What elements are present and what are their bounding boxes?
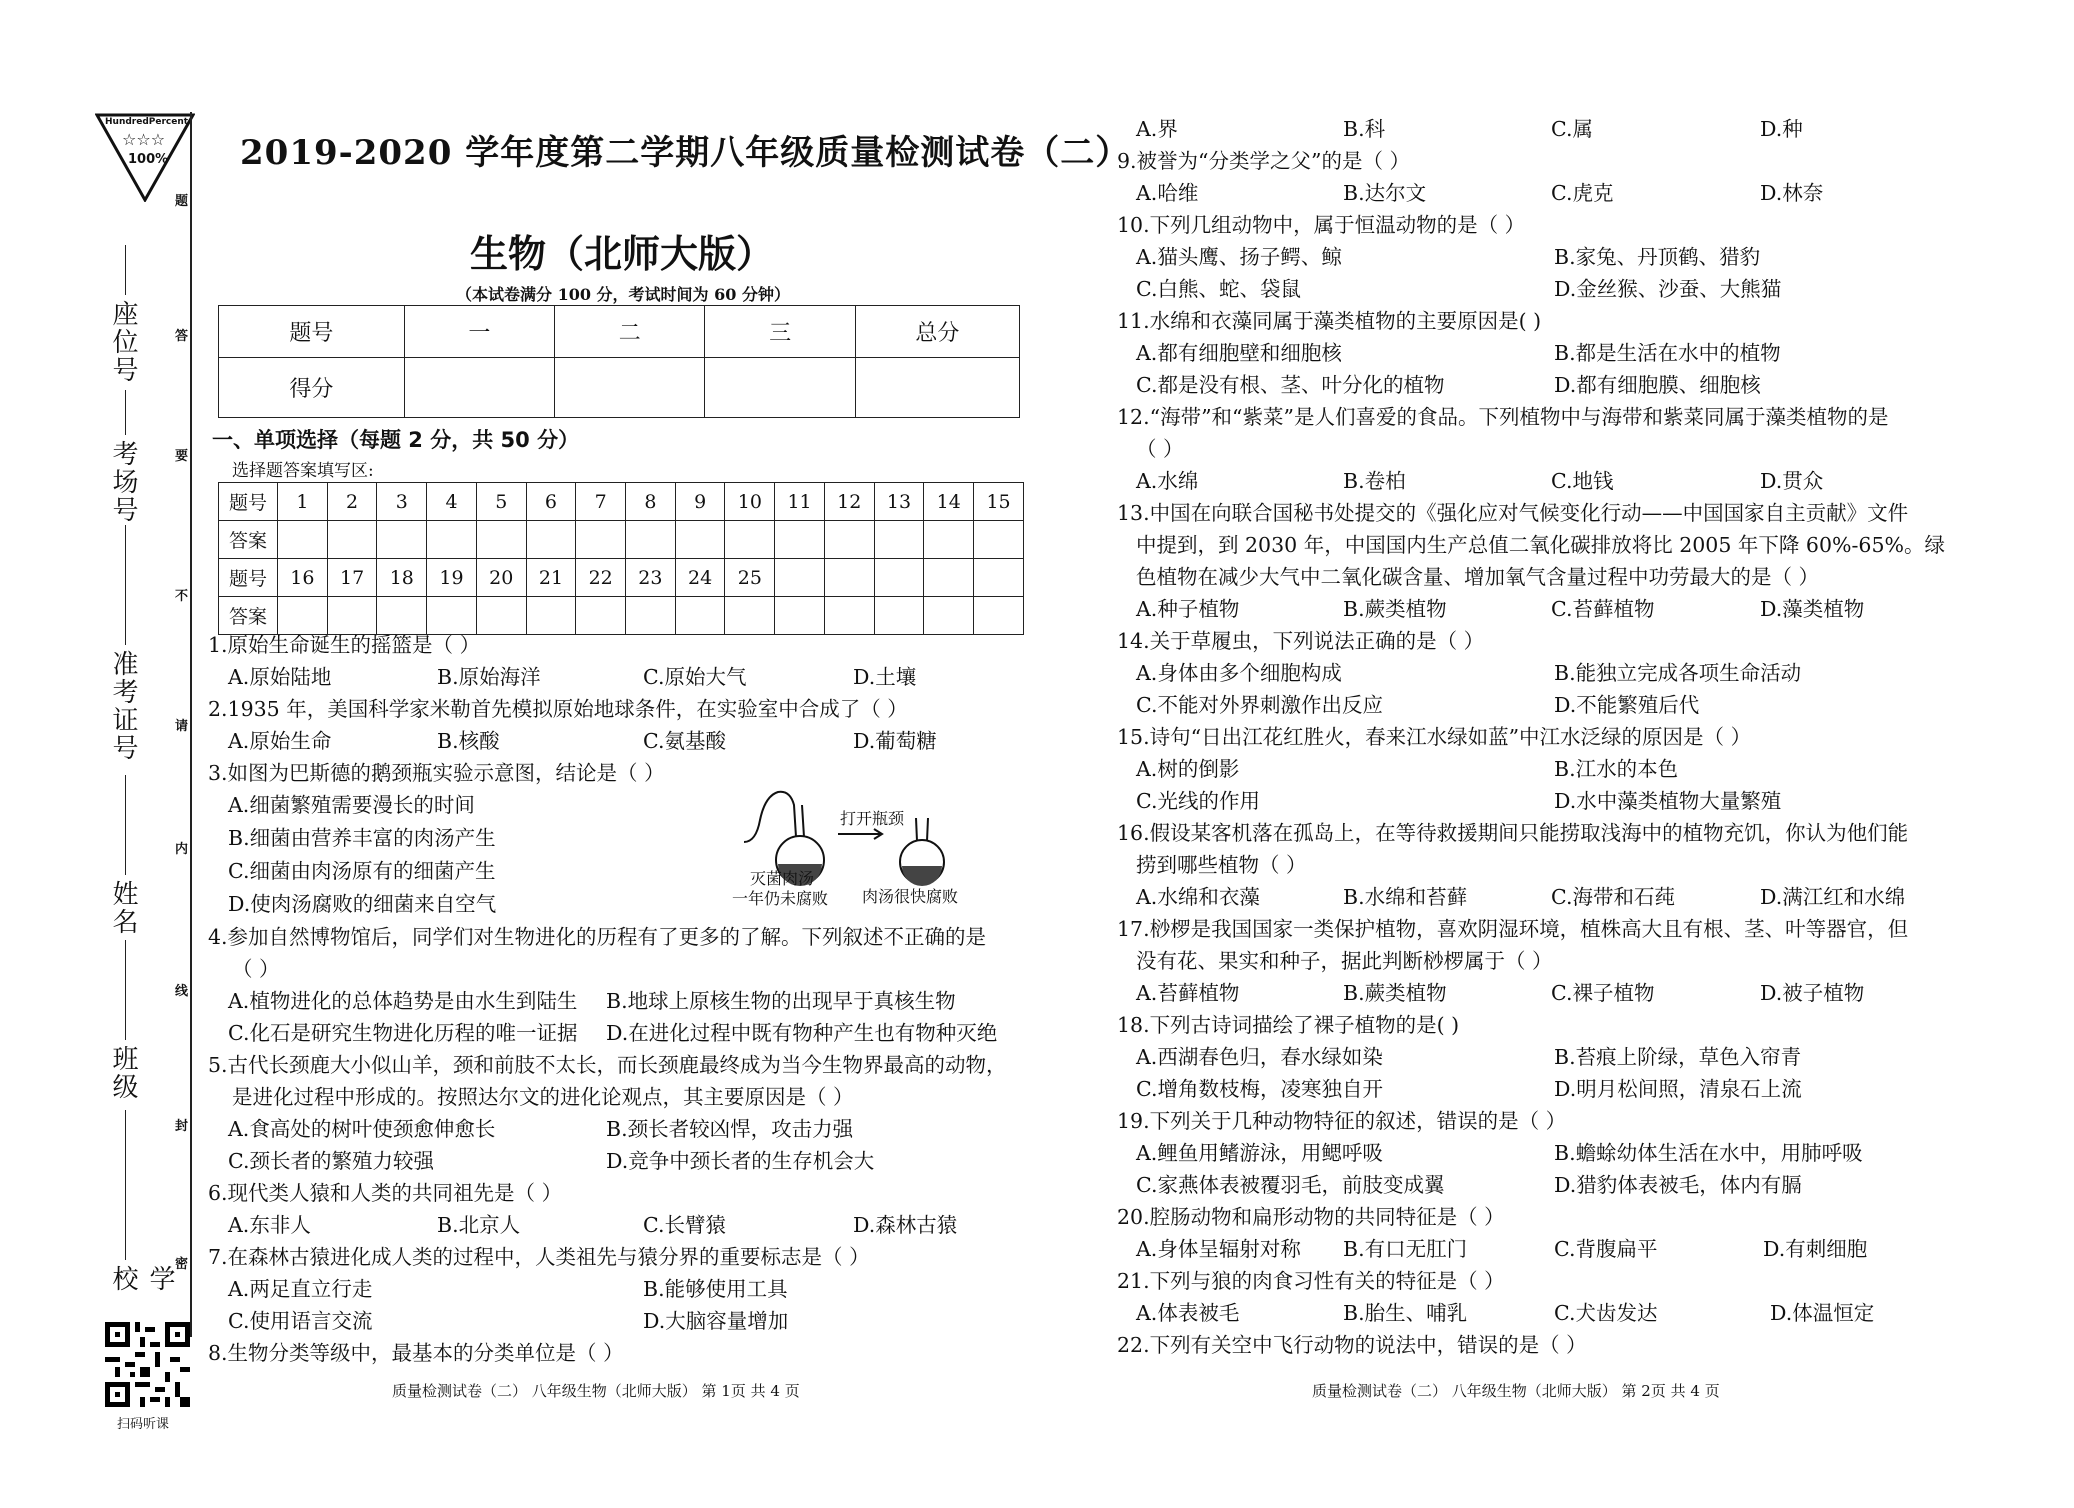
q21-option-a[interactable]: A.体表被毛 bbox=[1136, 1301, 1240, 1325]
qr-code-icon bbox=[105, 1322, 190, 1407]
q3-option-c[interactable]: C.细菌由肉汤原有的细菌产生 bbox=[228, 859, 496, 883]
answer-cell[interactable] bbox=[327, 521, 377, 559]
question-17-stem: 17.桫椤是我国国家一类保护植物，喜欢阴湿环境，植株高大且有根、茎、叶等器官，但 bbox=[1117, 917, 1909, 941]
answer-cell[interactable] bbox=[526, 521, 576, 559]
q1-option-c[interactable]: C.原始大气 bbox=[643, 665, 747, 689]
question-number-cell: 25 bbox=[725, 559, 775, 597]
q10-option-a[interactable]: A.猫头鹰、扬子鳄、鲸 bbox=[1136, 245, 1342, 269]
score-header-cell: 三 bbox=[705, 306, 855, 358]
question-19-stem: 19.下列关于几种动物特征的叙述，错误的是（ ） bbox=[1117, 1109, 1567, 1133]
q4-option-a[interactable]: A.植物进化的总体趋势是由水生到陆生 bbox=[228, 989, 578, 1013]
q1-option-d[interactable]: D.土壤 bbox=[853, 665, 917, 689]
q17-option-c[interactable]: C.裸子植物 bbox=[1551, 981, 1655, 1005]
q10-option-d[interactable]: D.金丝猴、沙蚕、大熊猫 bbox=[1554, 277, 1782, 301]
question-number-cell: 13 bbox=[874, 483, 924, 521]
footer-page-1: 质量检测试卷（二） 八年级生物（北师大版） 第 1页 共 4 页 bbox=[392, 1382, 800, 1400]
q9-option-a[interactable]: A.哈维 bbox=[1136, 181, 1199, 205]
question-number-cell: 9 bbox=[675, 483, 725, 521]
q3-option-a[interactable]: A.细菌繁殖需要漫长的时间 bbox=[228, 793, 475, 817]
answer-cell[interactable] bbox=[476, 597, 526, 635]
q20-option-d[interactable]: D.有刺细胞 bbox=[1763, 1237, 1868, 1261]
score-header-cell: 总分 bbox=[855, 306, 1019, 358]
q5-option-a[interactable]: A.食高处的树叶使颈愈伸愈长 bbox=[228, 1117, 496, 1141]
answer-cell[interactable] bbox=[427, 597, 477, 635]
q14-option-c[interactable]: C.不能对外界刺激作出反应 bbox=[1136, 693, 1383, 717]
score-header-cell: 二 bbox=[555, 306, 705, 358]
binding-char: 要 bbox=[175, 449, 189, 464]
empty-cell bbox=[874, 559, 924, 597]
q8-option-a[interactable]: A.界 bbox=[1136, 117, 1178, 141]
score-table bbox=[218, 305, 1020, 418]
field-seat-blank[interactable] bbox=[125, 245, 126, 295]
question-18-stem: 18.下列古诗词描绘了裸子植物的是( ) bbox=[1117, 1013, 1460, 1037]
answer-cell[interactable] bbox=[377, 521, 427, 559]
exam-note: （本试卷满分 100 分，考试时间为 60 分钟） bbox=[456, 285, 790, 304]
answer-cell[interactable] bbox=[278, 521, 328, 559]
binding-char: 不 bbox=[175, 589, 189, 604]
score-input-cell[interactable] bbox=[855, 358, 1019, 418]
field-name-label: 姓名 bbox=[108, 880, 138, 936]
question-number-cell: 19 bbox=[427, 559, 477, 597]
field-school-label: 学校 bbox=[108, 1265, 175, 1293]
q8-option-b[interactable]: B.科 bbox=[1343, 117, 1386, 141]
q16-option-b[interactable]: B.水绵和苔藓 bbox=[1343, 885, 1468, 909]
answer-row-label: 答案 bbox=[219, 521, 278, 559]
q11-option-c[interactable]: C.都是没有根、茎、叶分化的植物 bbox=[1136, 373, 1445, 397]
q1-option-b[interactable]: B.原始海洋 bbox=[437, 665, 541, 689]
question-number-cell: 7 bbox=[576, 483, 626, 521]
answer-cell[interactable] bbox=[327, 597, 377, 635]
question-1-stem: 1.原始生命诞生的摇篮是（ ） bbox=[208, 633, 481, 657]
q18-option-b[interactable]: B.苔痕上阶绿，草色入帘青 bbox=[1554, 1045, 1802, 1069]
answer-cell[interactable] bbox=[824, 521, 874, 559]
q21-option-d[interactable]: D.体温恒定 bbox=[1770, 1301, 1875, 1325]
question-number-cell: 22 bbox=[576, 559, 626, 597]
empty-cell bbox=[775, 597, 825, 635]
section1-heading: 一、单项选择（每题 2 分，共 50 分） bbox=[212, 428, 580, 452]
question-number-cell: 11 bbox=[775, 483, 825, 521]
question-number-cell: 3 bbox=[377, 483, 427, 521]
q10-option-b[interactable]: B.家兔、丹顶鹤、猎豹 bbox=[1554, 245, 1761, 269]
score-input-cell[interactable] bbox=[705, 358, 855, 418]
flask-right-label: 肉汤很快腐败 bbox=[862, 887, 959, 906]
answer-cell[interactable] bbox=[675, 597, 725, 635]
answer-area-label: 选择题答案填写区: bbox=[232, 461, 374, 481]
question-3-stem: 3.如图为巴斯德的鹅颈瓶实验示意图，结论是（ ） bbox=[208, 761, 665, 785]
question-5-stem: 5.古代长颈鹿大小似山羊，颈和前肢不太长，而长颈鹿最终成为当今生物界最高的动物， bbox=[208, 1053, 1007, 1077]
answer-table-row-numbers-2 bbox=[219, 559, 1024, 597]
swan-neck-flask-diagram bbox=[730, 780, 990, 910]
answer-table-row-answers-1 bbox=[219, 521, 1024, 559]
field-class-blank[interactable] bbox=[125, 940, 126, 1040]
question-number-cell: 12 bbox=[824, 483, 874, 521]
question-number-cell: 21 bbox=[526, 559, 576, 597]
question-22-stem: 22.下列有关空中飞行动物的说法中，错误的是（ ） bbox=[1117, 1333, 1587, 1357]
q12-option-c[interactable]: C.地钱 bbox=[1551, 469, 1614, 493]
empty-cell bbox=[974, 559, 1024, 597]
qr-caption: 扫码听课 bbox=[117, 1417, 170, 1432]
q6-option-c[interactable]: C.长臂猿 bbox=[643, 1213, 726, 1237]
q13-option-d[interactable]: D.藻类植物 bbox=[1760, 597, 1865, 621]
question-20-stem: 20.腔肠动物和扁形动物的共同特征是（ ） bbox=[1117, 1205, 1505, 1229]
answer-cell[interactable] bbox=[476, 521, 526, 559]
q12-option-a[interactable]: A.水绵 bbox=[1136, 469, 1199, 493]
answer-cell[interactable] bbox=[775, 521, 825, 559]
question-number-cell: 17 bbox=[327, 559, 377, 597]
question-17-stem-cont: 没有花、果实和种子，据此判断桫椤属于（ ） bbox=[1136, 949, 1553, 973]
q4-option-c[interactable]: C.化石是研究生物进化历程的唯一证据 bbox=[228, 1021, 578, 1045]
question-number-cell: 16 bbox=[278, 559, 328, 597]
q10-option-c[interactable]: C.白熊、蛇、袋鼠 bbox=[1136, 277, 1301, 301]
q18-option-c[interactable]: C.增角数枝梅，凌寒独自开 bbox=[1136, 1077, 1383, 1101]
flask-left-label-2: 一年仍未腐败 bbox=[732, 889, 829, 908]
answer-cell[interactable] bbox=[576, 521, 626, 559]
empty-cell bbox=[924, 597, 974, 635]
question-number-cell: 5 bbox=[476, 483, 526, 521]
student-info-column bbox=[105, 230, 175, 1320]
q16-option-a[interactable]: A.水绵和衣藻 bbox=[1136, 885, 1260, 909]
answer-cell[interactable] bbox=[675, 521, 725, 559]
binding-char: 答 bbox=[175, 329, 189, 344]
question-5-stem-cont: 是进化过程中形成的。按照达尔文的进化论观点，其主要原因是（ ） bbox=[232, 1085, 854, 1109]
field-school-blank[interactable] bbox=[125, 1110, 126, 1260]
question-11-stem: 11.水绵和衣藻同属于藻类植物的主要原因是( ) bbox=[1117, 309, 1542, 333]
question-13-stem-cont-1: 中提到，到 2030 年，中国国内生产总值二氧化碳排放将比 2005 年下降 60%-65%。绿 bbox=[1136, 533, 1945, 557]
q14-option-d[interactable]: D.不能繁殖后代 bbox=[1554, 693, 1700, 717]
q19-option-b[interactable]: B.蟾蜍幼体生活在水中，用肺呼吸 bbox=[1554, 1141, 1863, 1165]
q11-option-a[interactable]: A.都有细胞壁和细胞核 bbox=[1136, 341, 1342, 365]
field-ticket-label: 准考证号 bbox=[108, 650, 138, 762]
q2-option-d[interactable]: D.葡萄糖 bbox=[853, 729, 937, 753]
q19-option-c[interactable]: C.家燕体表被覆羽毛，前肢变成翼 bbox=[1136, 1173, 1445, 1197]
q21-option-c[interactable]: C.犬齿发达 bbox=[1554, 1301, 1658, 1325]
q21-option-b[interactable]: B.胎生、哺乳 bbox=[1343, 1301, 1468, 1325]
answer-table-row-answers-2 bbox=[219, 597, 1024, 635]
answer-cell[interactable] bbox=[974, 521, 1024, 559]
q20-option-c[interactable]: C.背腹扁平 bbox=[1554, 1237, 1658, 1261]
binding-char: 请 bbox=[175, 719, 189, 734]
q8-option-d[interactable]: D.种 bbox=[1760, 117, 1803, 141]
binding-char: 线 bbox=[175, 984, 189, 999]
binding-warning bbox=[172, 190, 192, 1280]
q6-option-d[interactable]: D.森林古猿 bbox=[853, 1213, 958, 1237]
q2-option-b[interactable]: B.核酸 bbox=[437, 729, 500, 753]
question-number-cell: 8 bbox=[626, 483, 676, 521]
q12-option-b[interactable]: B.卷柏 bbox=[1343, 469, 1406, 493]
answer-cell[interactable] bbox=[427, 521, 477, 559]
q13-option-b[interactable]: B.蕨类植物 bbox=[1343, 597, 1447, 621]
q7-option-a[interactable]: A.两足直立行走 bbox=[228, 1277, 373, 1301]
q5-option-b[interactable]: B.颈长者较凶悍，攻击力强 bbox=[606, 1117, 854, 1141]
score-input-cell[interactable] bbox=[404, 358, 554, 418]
q9-option-b[interactable]: B.达尔文 bbox=[1343, 181, 1427, 205]
field-room-blank[interactable] bbox=[125, 390, 126, 435]
question-21-stem: 21.下列与狼的肉食习性有关的特征是（ ） bbox=[1117, 1269, 1505, 1293]
q17-option-d[interactable]: D.被子植物 bbox=[1760, 981, 1865, 1005]
exam-subtitle: 生物（北师大版） bbox=[470, 232, 775, 276]
answer-row-label: 题号 bbox=[219, 559, 278, 597]
answer-cell[interactable] bbox=[725, 521, 775, 559]
q18-option-d[interactable]: D.明月松间照，清泉石上流 bbox=[1554, 1077, 1802, 1101]
answer-cell[interactable] bbox=[626, 521, 676, 559]
question-10-stem: 10.下列几组动物中，属于恒温动物的是（ ） bbox=[1117, 213, 1526, 237]
q2-option-a[interactable]: A.原始生命 bbox=[228, 729, 332, 753]
q6-option-a[interactable]: A.东非人 bbox=[228, 1213, 311, 1237]
seal-top: HundredPercent bbox=[105, 117, 189, 127]
seal-percent: 100% bbox=[128, 152, 169, 167]
q17-option-b[interactable]: B.蕨类植物 bbox=[1343, 981, 1447, 1005]
q14-option-a[interactable]: A.身体由多个细胞构成 bbox=[1136, 661, 1342, 685]
question-16-stem: 16.假设某客机落在孤岛上，在等待救援期间只能捞取浅海中的植物充饥，你认为他们能 bbox=[1117, 821, 1909, 845]
answer-cell[interactable] bbox=[576, 597, 626, 635]
question-12-stem-cont: （ ） bbox=[1136, 437, 1184, 461]
q19-option-d[interactable]: D.猎豹体表被毛，体内有膈 bbox=[1554, 1173, 1802, 1197]
q7-option-d[interactable]: D.大脑容量增加 bbox=[643, 1309, 789, 1333]
footer-page-2: 质量检测试卷（二） 八年级生物（北师大版） 第 2页 共 4 页 bbox=[1312, 1382, 1720, 1400]
question-number-cell: 14 bbox=[924, 483, 974, 521]
q6-option-b[interactable]: B.北京人 bbox=[437, 1213, 521, 1237]
answer-row-label: 答案 bbox=[219, 597, 278, 635]
field-class-label: 班级 bbox=[108, 1045, 138, 1101]
question-7-stem: 7.在森林古猿进化成人类的过程中，人类祖先与猿分界的重要标志是（ ） bbox=[208, 1245, 870, 1269]
answer-table bbox=[218, 482, 1024, 635]
q9-option-d[interactable]: D.林奈 bbox=[1760, 181, 1824, 205]
q20-option-b[interactable]: B.有口无肛门 bbox=[1343, 1237, 1468, 1261]
q3-option-d[interactable]: D.使肉汤腐败的细菌来自空气 bbox=[228, 892, 497, 916]
question-14-stem: 14.关于草履虫，下列说法正确的是（ ） bbox=[1117, 629, 1485, 653]
q16-option-d[interactable]: D.满江红和水绵 bbox=[1760, 885, 1906, 909]
q11-option-d[interactable]: D.都有细胞膜、细胞核 bbox=[1554, 373, 1761, 397]
q4-option-d[interactable]: D.在进化过程中既有物种产生也有物种灭绝 bbox=[606, 1021, 998, 1045]
question-number-cell: 23 bbox=[626, 559, 676, 597]
question-number-cell: 6 bbox=[526, 483, 576, 521]
q3-option-b[interactable]: B.细菌由营养丰富的肉汤产生 bbox=[228, 826, 496, 850]
answer-cell[interactable] bbox=[377, 597, 427, 635]
field-seat-label: 座位号 bbox=[108, 300, 138, 384]
field-name-blank[interactable] bbox=[125, 775, 126, 875]
score-row-label: 得分 bbox=[219, 358, 405, 418]
q15-option-a[interactable]: A.树的倒影 bbox=[1136, 757, 1240, 781]
q14-option-b[interactable]: B.能独立完成各项生命活动 bbox=[1554, 661, 1802, 685]
binding-char: 密 bbox=[175, 1257, 189, 1272]
question-number-cell: 4 bbox=[427, 483, 477, 521]
q19-option-a[interactable]: A.鲤鱼用鳍游泳，用鳃呼吸 bbox=[1136, 1141, 1383, 1165]
question-8-stem: 8.生物分类等级中，最基本的分类单位是（ ） bbox=[208, 1341, 624, 1365]
empty-cell bbox=[974, 597, 1024, 635]
q2-option-c[interactable]: C.氨基酸 bbox=[643, 729, 726, 753]
empty-cell bbox=[824, 597, 874, 635]
question-12-stem: 12.“海带”和“紫菜”是人们喜爱的食品。下列植物中与海带和紫菜同属于藻类植物的是 bbox=[1117, 405, 1889, 429]
question-number-cell: 18 bbox=[377, 559, 427, 597]
q13-option-a[interactable]: A.种子植物 bbox=[1136, 597, 1240, 621]
q1-option-a[interactable]: A.原始陆地 bbox=[228, 665, 332, 689]
answer-cell[interactable] bbox=[924, 521, 974, 559]
question-9-stem: 9.被誉为“分类学之父”的是（ ） bbox=[1117, 149, 1411, 173]
q12-option-d[interactable]: D.贯众 bbox=[1760, 469, 1824, 493]
question-13-stem-cont-2: 色植物在减少大气中二氧化碳含量、增加氧气含量过程中功劳最大的是（ ） bbox=[1136, 565, 1820, 589]
field-ticket-blank[interactable] bbox=[125, 525, 126, 645]
q20-option-a[interactable]: A.身体呈辐射对称 bbox=[1136, 1237, 1301, 1261]
q18-option-a[interactable]: A.西湖春色归，春水绿如染 bbox=[1136, 1045, 1383, 1069]
answer-row-label: 题号 bbox=[219, 483, 278, 521]
qr-code[interactable] bbox=[105, 1322, 190, 1407]
score-header-cell: 题号 bbox=[219, 306, 405, 358]
exam-title: 2019-2020 学年度第二学期八年级质量检测试卷（二） bbox=[240, 133, 1131, 173]
field-room-label: 考场号 bbox=[108, 440, 138, 524]
question-number-cell: 2 bbox=[327, 483, 377, 521]
score-header-cell: 一 bbox=[404, 306, 554, 358]
binding-char: 封 bbox=[175, 1119, 189, 1134]
q4-option-b[interactable]: B.地球上原核生物的出现早于真核生物 bbox=[606, 989, 956, 1013]
empty-cell bbox=[874, 597, 924, 635]
question-number-cell: 15 bbox=[974, 483, 1024, 521]
question-number-cell: 10 bbox=[725, 483, 775, 521]
question-2-stem: 2.1935 年，美国科学家米勒首先模拟原始地球条件，在实验室中合成了（ ） bbox=[208, 697, 908, 721]
empty-cell bbox=[924, 559, 974, 597]
seal-stars: ☆☆☆ bbox=[122, 130, 166, 149]
q15-option-d[interactable]: D.水中藻类植物大量繁殖 bbox=[1554, 789, 1782, 813]
question-16-stem-cont: 捞到哪些植物（ ） bbox=[1136, 853, 1307, 877]
q15-option-c[interactable]: C.光线的作用 bbox=[1136, 789, 1260, 813]
question-15-stem: 15.诗句“日出江花红胜火，春来江水绿如蓝”中江水泛绿的原因是（ ） bbox=[1117, 725, 1752, 749]
question-13-stem: 13.中国在向联合国秘书处提交的《强化应对气候变化行动——中国国家自主贡献》文件 bbox=[1117, 501, 1909, 525]
q7-option-c[interactable]: C.使用语言交流 bbox=[228, 1309, 373, 1333]
q7-option-b[interactable]: B.能够使用工具 bbox=[643, 1277, 788, 1301]
q16-option-c[interactable]: C.海带和石莼 bbox=[1551, 885, 1675, 909]
q17-option-a[interactable]: A.苔藓植物 bbox=[1136, 981, 1240, 1005]
q5-option-d[interactable]: D.竞争中颈长者的生存机会大 bbox=[606, 1149, 875, 1173]
score-input-cell[interactable] bbox=[555, 358, 705, 418]
question-6-stem: 6.现代类人猿和人类的共同祖先是（ ） bbox=[208, 1181, 563, 1205]
question-number-cell: 1 bbox=[278, 483, 328, 521]
question-4-stem: 4.参加自然博物馆后，同学们对生物进化的历程有了更多的了解。下列叙述不正确的是 bbox=[208, 925, 987, 949]
q9-option-c[interactable]: C.虎克 bbox=[1551, 181, 1614, 205]
flask-left-label-1: 灭菌肉汤 bbox=[750, 869, 815, 888]
question-number-cell: 24 bbox=[675, 559, 725, 597]
answer-cell[interactable] bbox=[278, 597, 328, 635]
empty-cell bbox=[824, 559, 874, 597]
answer-cell[interactable] bbox=[725, 597, 775, 635]
q11-option-b[interactable]: B.都是生活在水中的植物 bbox=[1554, 341, 1781, 365]
binding-char: 内 bbox=[175, 842, 189, 857]
answer-cell[interactable] bbox=[626, 597, 676, 635]
q15-option-b[interactable]: B.江水的本色 bbox=[1554, 757, 1679, 781]
flask-open-label: 打开瓶颈 bbox=[840, 809, 905, 828]
binding-char: 题 bbox=[175, 194, 189, 209]
q8-option-c[interactable]: C.属 bbox=[1551, 117, 1593, 141]
q5-option-c[interactable]: C.颈长者的繁殖力较强 bbox=[228, 1149, 434, 1173]
question-number-cell: 20 bbox=[476, 559, 526, 597]
answer-cell[interactable] bbox=[526, 597, 576, 635]
q13-option-c[interactable]: C.苔藓植物 bbox=[1551, 597, 1655, 621]
answer-cell[interactable] bbox=[874, 521, 924, 559]
empty-cell bbox=[775, 559, 825, 597]
answer-table-row-numbers-1 bbox=[219, 483, 1024, 521]
question-4-stem-cont: （ ） bbox=[232, 957, 280, 981]
